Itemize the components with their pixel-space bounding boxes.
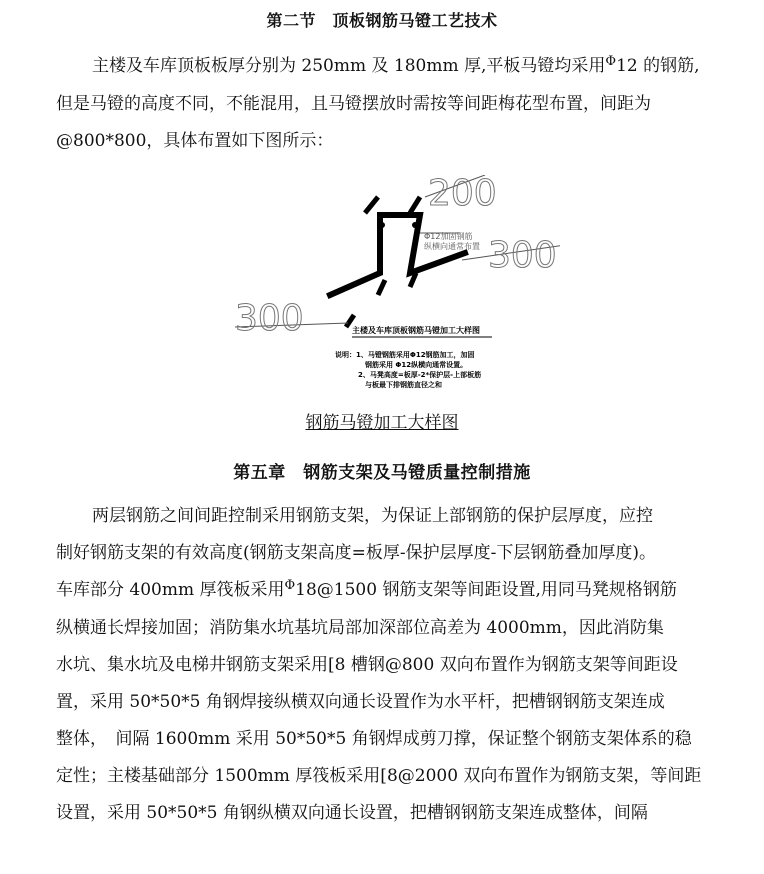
hook-top-left bbox=[365, 197, 378, 213]
support-line-6: 置，采用 50*50*5 角钢焊接纵横双向通长设置作为水平杆，把槽钢钢筋支架连成 bbox=[56, 692, 665, 712]
support-text-b: 18@1500 钢筋支架等间距设置,用同马凳规格钢筋 bbox=[295, 580, 677, 600]
intro-text-b: 12 的钢筋, bbox=[616, 56, 700, 76]
support-text-a: 车库部分 400mm 厚筏板采用 bbox=[56, 580, 285, 600]
chapter-title: 第五章 钢筋支架及马镫质量控制措施 bbox=[233, 463, 531, 483]
drawing-note-2: 钢筋采用 Φ12纵横向通常设置。 bbox=[365, 361, 468, 369]
intro-paragraph bbox=[56, 48, 716, 160]
dim-top-label: 200 bbox=[428, 175, 497, 214]
rebar-symbol: Φ bbox=[605, 54, 617, 69]
bar-note-2: 纵横向通常布置 bbox=[424, 242, 480, 251]
intro-line-1 bbox=[56, 48, 716, 86]
support-line-4: 纵横通长焊接加固；消防集水坑基坑局部加深部位高差为 4000mm，因此消防集 bbox=[56, 618, 664, 638]
intro-line-2: 但是马镫的高度不同，不能混用，且马镫摆放时需按等间距梅花型布置，间距为 bbox=[56, 94, 651, 114]
support-paragraph bbox=[56, 498, 716, 832]
support-line-7: 整体， 间隔 1600mm 采用 50*50*5 角钢焊成剪刀撑，保证整个钢筋支架体系的稳 bbox=[56, 729, 692, 749]
bar-dot-left bbox=[379, 222, 385, 228]
support-line-2: 制好钢筋支架的有效高度(钢筋支架高度=板厚-保护层厚度-下层钢筋叠加厚度)。 bbox=[56, 543, 656, 563]
hook-left-base bbox=[378, 280, 385, 295]
drawing-note-3: 2、马凳高度=板厚-2*保护层-上部板筋 bbox=[358, 371, 482, 379]
support-line-1: 两层钢筋之间间距控制采用钢筋支架，为保证上部钢筋的保护层厚度，应控 bbox=[92, 506, 653, 526]
drawing-note-1: 说明：1、马镫钢筋采用Φ12钢筋加工，加固 bbox=[335, 351, 475, 359]
intro-line-3: @800*800，具体布置如下图所示： bbox=[56, 131, 334, 151]
hook-top-right bbox=[410, 197, 420, 213]
stirrup-outline bbox=[330, 215, 465, 295]
drawing-title: 主楼及车库顶板钢筋马镫加工大样图 bbox=[352, 326, 480, 335]
dim-left-label: 300 bbox=[235, 298, 304, 339]
section-title: 第二节 顶板钢筋马镫工艺技术 bbox=[266, 11, 498, 30]
support-line-5: 水坑、集水坑及电梯井钢筋支架采用[8 槽钢@800 双向布置作为钢筋支架等间距设 bbox=[56, 655, 678, 675]
support-line-3 bbox=[56, 572, 716, 610]
bar-dot-right bbox=[412, 222, 418, 228]
support-line-9: 设置，采用 50*50*5 角钢纵横双向通长设置，把槽钢钢筋支架连成整体，间隔 bbox=[56, 803, 648, 823]
dim-right-label: 300 bbox=[488, 235, 557, 276]
intro-text-a: 主楼及车库顶板板厚分别为 250mm 及 180mm 厚,平板马镫均采用 bbox=[92, 56, 606, 76]
stirrup-detail-drawing bbox=[230, 175, 560, 405]
drawing-note-4: 与板最下排钢筋直径之和 bbox=[365, 381, 442, 389]
figure-caption: 钢筋马镫加工大样图 bbox=[305, 413, 459, 433]
rebar-symbol: Φ bbox=[284, 578, 296, 593]
support-line-8: 定性；主楼基础部分 1500mm 厚筏板采用[8@2000 双向布置作为钢筋支架，等间距 bbox=[56, 766, 702, 786]
bar-note-1: Φ12加固钢筋 bbox=[424, 232, 473, 241]
